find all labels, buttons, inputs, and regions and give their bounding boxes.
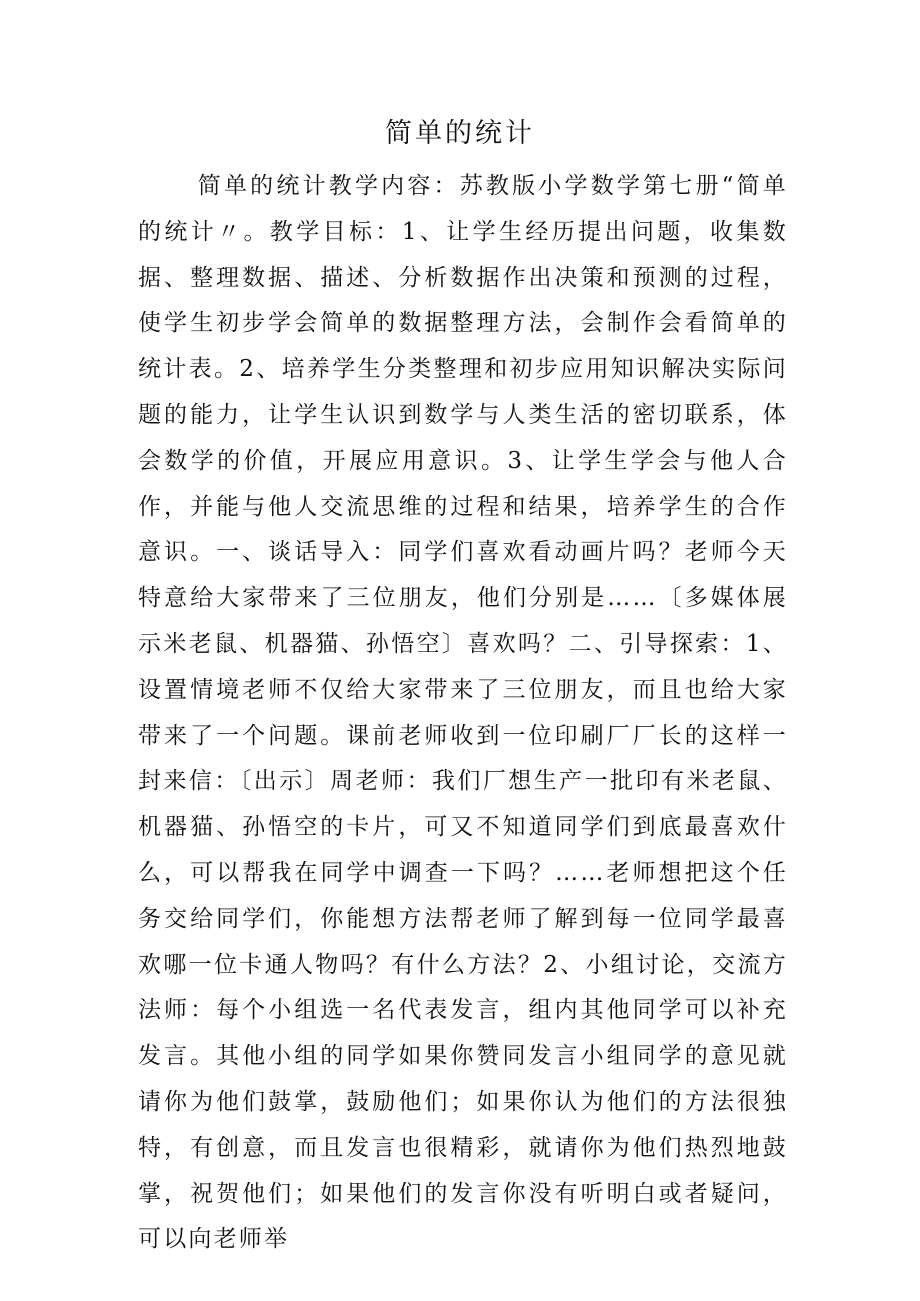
document-title: 简单的统计 [385, 118, 535, 149]
document-body-paragraph: 简单的统计教学内容：苏教版小学数学第七册“简单的统计〃。教学目标：1、让学生经历提出问题，收集数据、整理数据、描述、分析数据作出决策和预测的过程，使学生初步学会简单的数据整理方法，会制作会看简单的统计表。2、培养学生分类整理和初步应用知识解决实际问题的能力，让学生认识到数学与人类生活的密切联系，体会数学的价值，开展应用意识。3、让学生学会与他人合作，并能与他人交流思维的过程和结果，培养学生的合作意识。一、谈话导入：同学们喜欢看动画片吗？老师今天特意给大家带来了三位朋友，他们分别是……〔多媒体展示米老鼠、机器猫、孙悟空〕喜欢吗？二、引导探索：1、设置情境老师不仅给大家带来了三位朋友，而且也给大家带来了一个问题。课前老师收到一位印刷厂厂长的这样一封来信：〔出示〕周老师：我们厂想生产一批印有米老鼠、机器猫、孙悟空的卡片，可又不知道同学们到底最喜欢什么，可以帮我在同学中调查一下吗？……老师想把这个任务交给同学们，你能想方法帮老师了解到每一位同学最喜欢哪一位卡通人物吗？有什么方法？2、小组讨论，交流方法师：每个小组选一名代表发言，组内其他同学可以补充发言。其他小组的同学如果你赞同发言小组同学的意见就请你为他们鼓掌，鼓励他们；如果你认为他们的方法很独特，有创意，而且发言也很精彩，就请你为他们热烈地鼓掌，祝贺他们；如果他们的发言你没有听明白或者疑问，可以向老师举 [138, 173, 788, 1253]
